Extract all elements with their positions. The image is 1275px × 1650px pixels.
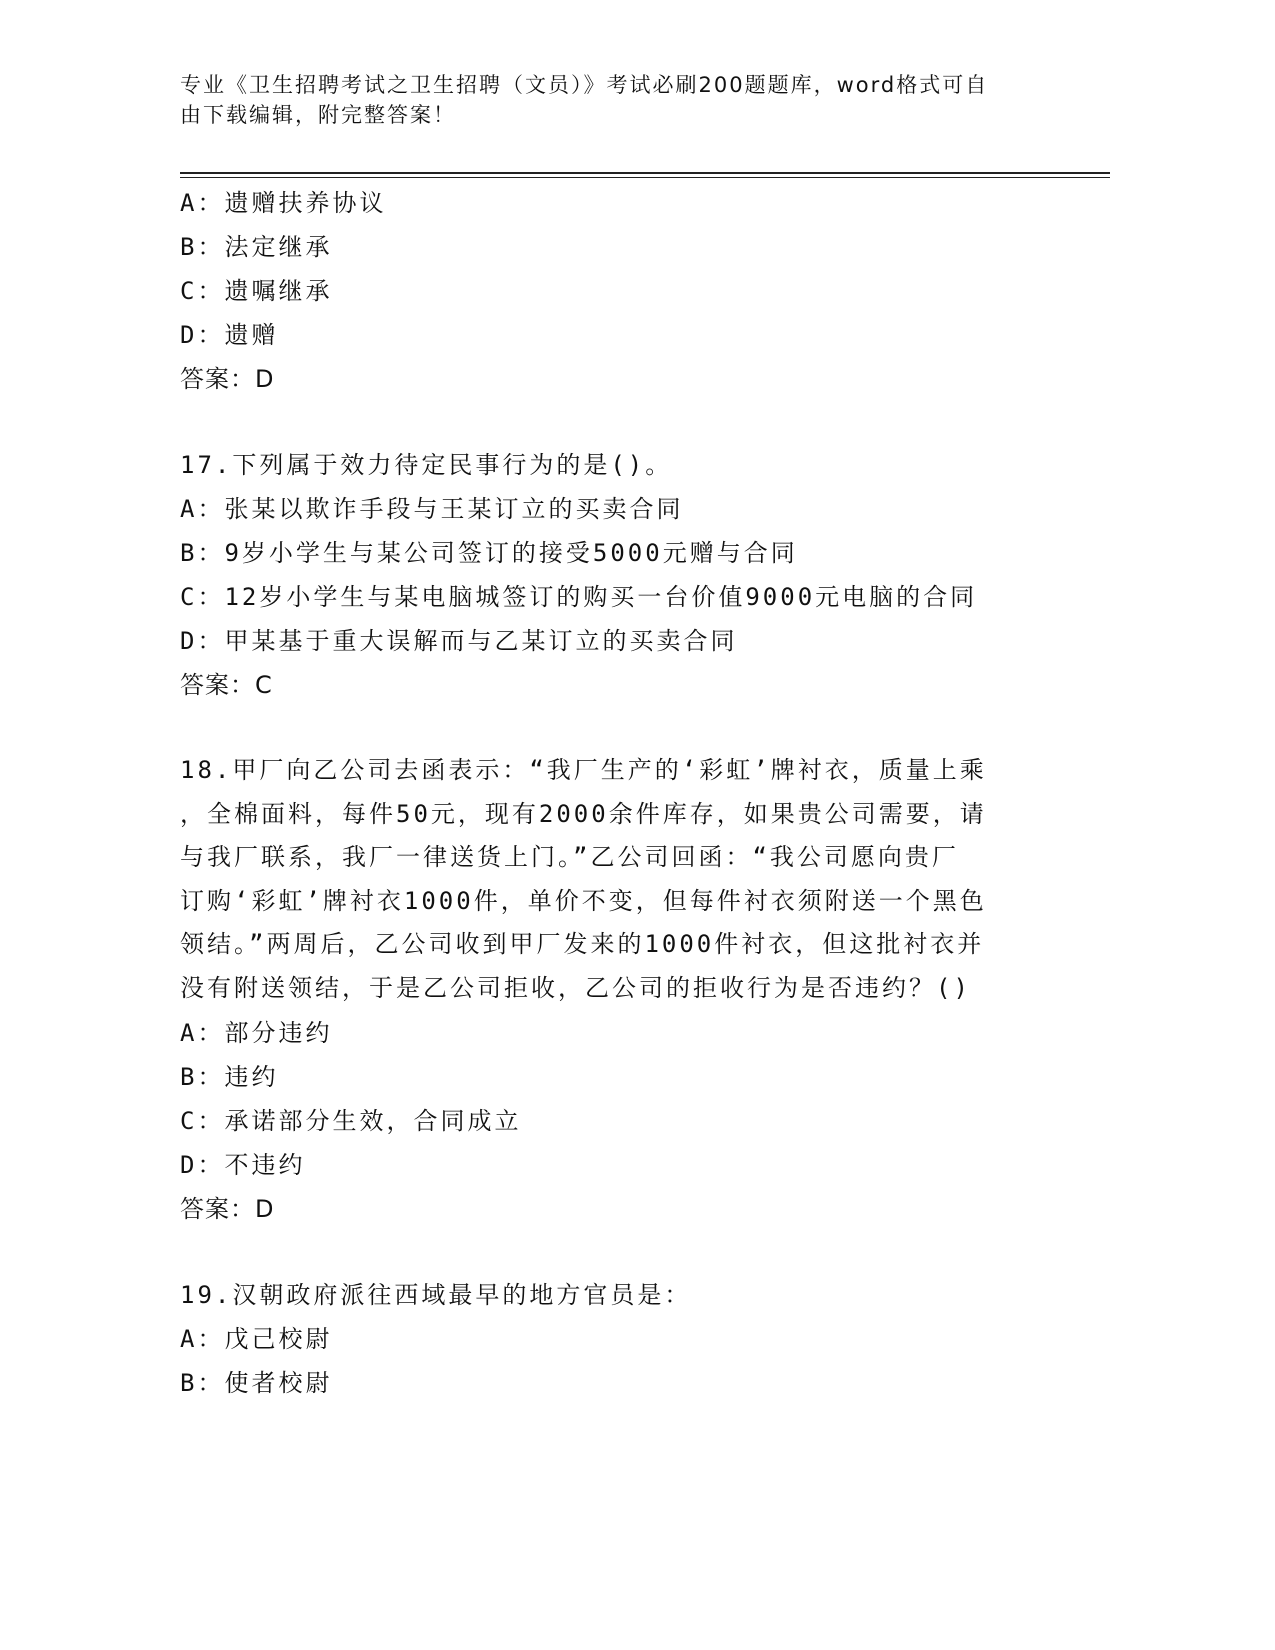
question-stem-line: 订购‘彩虹’牌衬衣1000件，单价不变，但每件衬衣须附送一个黑色 — [180, 886, 987, 915]
question-stem-line: 与我厂联系，我厂一律送货上门。”乙公司回函：“我公司愿向贵厂 — [180, 843, 959, 872]
question-19 — [180, 1273, 1040, 1405]
question-stem-line: 领结。”两周后，乙公司收到甲厂发来的1000件衬衣，但这批衬衣并 — [180, 930, 985, 959]
question-stem-line: 18.甲厂向乙公司去函表示：“我厂生产的‘彩虹’牌衬衣，质量上乘 — [180, 756, 987, 784]
question-spacer — [180, 1231, 1040, 1273]
option-b: B：违约 — [180, 1062, 279, 1091]
option-d: D：不违约 — [180, 1150, 306, 1179]
question-spacer — [180, 401, 1040, 443]
option-d: D：遗赠 — [180, 321, 279, 349]
question-spacer — [180, 707, 1040, 749]
question-stem-line: ，全棉面料，每件50元，现有2000余件库存，如果贵公司需要，请 — [180, 799, 987, 828]
question-17 — [180, 443, 1040, 707]
option-c: C：遗嘱继承 — [180, 277, 333, 305]
header-line-2: 由下载编辑，附完整答案！ — [180, 103, 456, 127]
option-c: C：12岁小学生与某电脑城签订的购买一台价值9000元电脑的合同 — [180, 583, 978, 611]
option-a: A：戊己校尉 — [180, 1324, 333, 1353]
question-list — [180, 181, 1040, 1405]
question-stem: 19.汉朝政府派往西域最早的地方官员是： — [180, 1280, 692, 1309]
document-page — [180, 0, 1110, 1650]
question-18 — [180, 749, 1040, 1231]
option-b: B：9岁小学生与某公司签订的接受5000元赠与合同 — [180, 539, 798, 567]
question-stem: 17.下列属于效力待定民事行为的是()。 — [180, 451, 673, 479]
option-b: B：使者校尉 — [180, 1368, 333, 1397]
option-a: A：遗赠扶养协议 — [180, 189, 387, 217]
option-c: C：承诺部分生效，合同成立 — [180, 1106, 522, 1135]
header-line-1: 专业《卫生招聘考试之卫生招聘（文员）》考试必刷200题题库，word格式可自 — [180, 73, 989, 97]
document-header — [180, 70, 1040, 130]
answer-line: 答案：D — [180, 1194, 275, 1223]
header-divider-thick — [180, 172, 1110, 174]
question-16 — [180, 181, 1040, 401]
option-d: D：甲某基于重大误解而与乙某订立的买卖合同 — [180, 627, 738, 655]
header-divider-thin — [180, 177, 1110, 178]
option-a: A：张某以欺诈手段与王某订立的买卖合同 — [180, 495, 684, 523]
answer-line: 答案：D — [180, 365, 275, 393]
question-stem-line: 没有附送领结，于是乙公司拒收，乙公司的拒收行为是否违约？() — [180, 973, 971, 1002]
option-b: B：法定继承 — [180, 233, 333, 261]
answer-line: 答案：C — [180, 671, 273, 699]
option-a: A：部分违约 — [180, 1018, 333, 1047]
